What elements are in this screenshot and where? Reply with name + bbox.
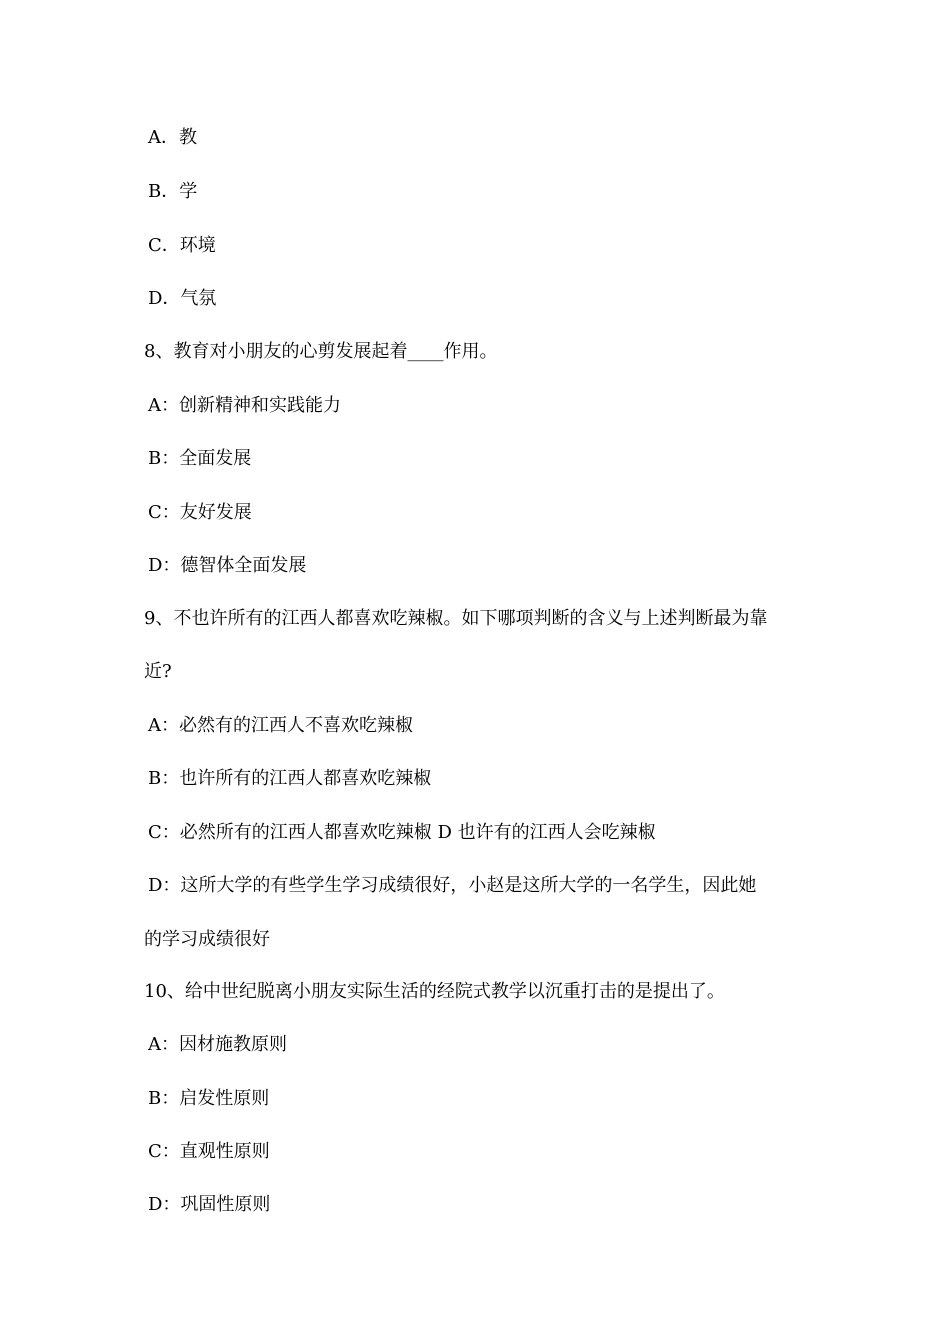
q9-option-d-cont: 的学习成绩很好: [144, 929, 270, 950]
q9-option-a: A：必然有的江西人不喜欢吃辣椒: [148, 715, 413, 736]
q9-option-b: B：也许所有的江西人都喜欢吃辣椒: [148, 768, 432, 789]
q10-option-a: A：因材施教原则: [148, 1034, 287, 1055]
q8-option-c: C：友好发展: [148, 502, 252, 523]
q8-option-a: A：创新精神和实践能力: [148, 395, 341, 416]
question-9-text-cont: 近?: [144, 661, 172, 682]
option-b: B．学: [148, 181, 198, 202]
question-8-text: 8、教育对小朋友的心剪发展起着____作用。: [144, 341, 498, 362]
option-c: C．环境: [148, 235, 216, 256]
q9-option-c: C：必然所有的江西人都喜欢吃辣椒 D 也许有的江西人会吃辣椒: [148, 822, 656, 843]
q10-option-d: D：巩固性原则: [148, 1194, 271, 1215]
q9-option-d: D：这所大学的有些学生学习成绩很好，小赵是这所大学的一名学生，因此她: [148, 875, 757, 896]
q8-option-b: B：全面发展: [148, 448, 252, 469]
q10-option-c: C：直观性原则: [148, 1141, 270, 1162]
option-a: A．教: [148, 127, 197, 148]
option-d: D．气氛: [148, 288, 217, 309]
question-9-text: 9、不也许所有的江西人都喜欢吃辣椒。如下哪项判断的含义与上述判断最为靠: [144, 608, 768, 629]
question-10-text: 10、给中世纪脱离小朋友实际生活的经院式教学以沉重打击的是提出了。: [144, 981, 725, 1002]
q8-option-d: D：德智体全面发展: [148, 555, 307, 576]
q10-option-b: B：启发性原则: [148, 1088, 270, 1109]
